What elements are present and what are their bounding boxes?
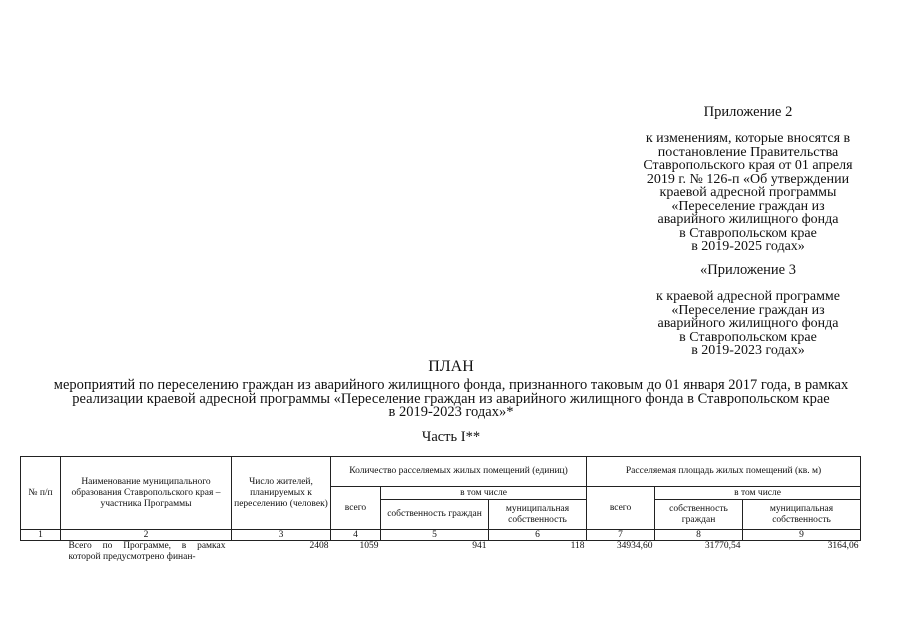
appendix2-line: аварийного жилищного фонда — [657, 212, 839, 227]
appendix2-title: Приложение 2 — [703, 104, 793, 120]
column-number-row — [21, 530, 861, 541]
header-municipality: Наименование муниципального образования Ставропольского края – участника Программы — [61, 457, 232, 530]
appendix2-line: к изменениям, которые вносятся в — [645, 131, 851, 146]
header-area-group: Расселяемая площадь жилых помещений (кв. м) — [587, 457, 861, 487]
row-units-municipal: 118 — [570, 541, 585, 551]
header-units-group: Количество расселяемых жилых помещений (единиц) — [331, 457, 587, 487]
appendix2-line: постановление Правительства — [657, 144, 839, 160]
row-units-total: 1059 — [359, 541, 379, 551]
appendix3-line: «Переселение граждан из — [671, 302, 825, 318]
plan-description — [20, 379, 882, 420]
appendix3-description — [600, 290, 896, 358]
header-residents: Число жителей, планируемых к переселению (человек) — [232, 457, 331, 530]
appendix3-line: в 2019-2023 годах» — [691, 343, 805, 358]
appendix2-description — [600, 132, 896, 254]
column-number: 5 — [381, 530, 489, 541]
plan-description-line: реализации краевой адресной программы «Переселение граждан из аварийного жилищного фонда в Ставропольском крае — [72, 390, 830, 407]
part-title: Часть I** — [421, 429, 481, 445]
appendix3-line: в Ставропольском крае — [679, 329, 817, 345]
appendix2-line: 2019 г. № 126-п «Об утверждении — [646, 171, 850, 187]
appendix2-line: в Ставропольском крае — [679, 225, 817, 241]
plan-title: ПЛАН — [428, 358, 474, 375]
plan-description-line: в 2019-2023 годах»* — [388, 404, 514, 420]
header-units-citizens: собственность граждан — [381, 500, 489, 530]
appendix2-line: в 2019-2025 годах» — [691, 239, 805, 254]
appendix3-title: «Приложение 3 — [700, 262, 796, 278]
column-number: 6 — [489, 530, 587, 541]
row-area-total: 34934,60 — [616, 541, 653, 551]
appendix3-line: аварийного жилищного фонда — [657, 316, 839, 331]
row-municipality-name: Всего по Программе, в рамках которой предусмотрено финан- — [68, 541, 226, 562]
header-units-including: в том числе — [381, 487, 587, 500]
row-num — [21, 541, 61, 565]
column-number: 7 — [587, 530, 655, 541]
header-area-municipal: муниципальная собственность — [743, 500, 861, 530]
plan-table — [20, 456, 861, 564]
row-residents: 2408 — [309, 541, 329, 551]
header-area-including: в том числе — [655, 487, 861, 500]
header-num: № п/п — [21, 457, 61, 530]
plan-description-line: мероприятий по переселению граждан из аварийного жилищного фонда, признанного таковым до 01 января 2017 года, в рамках — [53, 377, 849, 393]
header-units-municipal: муниципальная собственность — [489, 500, 587, 530]
column-number: 3 — [232, 530, 331, 541]
column-number: 4 — [331, 530, 381, 541]
appendix3-line: к краевой адресной программе — [655, 289, 841, 304]
table-header-row — [21, 457, 861, 487]
row-units-citizens: 941 — [472, 541, 487, 551]
header-area-total: всего — [587, 487, 655, 530]
table-row — [21, 541, 861, 565]
column-number: 9 — [743, 530, 861, 541]
appendix2-line: краевой адресной программы — [659, 185, 837, 200]
column-number: 1 — [21, 530, 61, 541]
row-area-municipal: 3164,06 — [827, 541, 859, 551]
appendix2-line: Ставропольского края от 01 апреля — [643, 158, 853, 173]
appendix2-line: «Переселение граждан из — [671, 198, 825, 214]
header-units-total: всего — [331, 487, 381, 530]
column-number: 8 — [655, 530, 743, 541]
header-area-citizens: собственность граждан — [655, 500, 743, 530]
row-area-citizens: 31770,54 — [704, 541, 741, 551]
column-number: 2 — [61, 530, 232, 541]
